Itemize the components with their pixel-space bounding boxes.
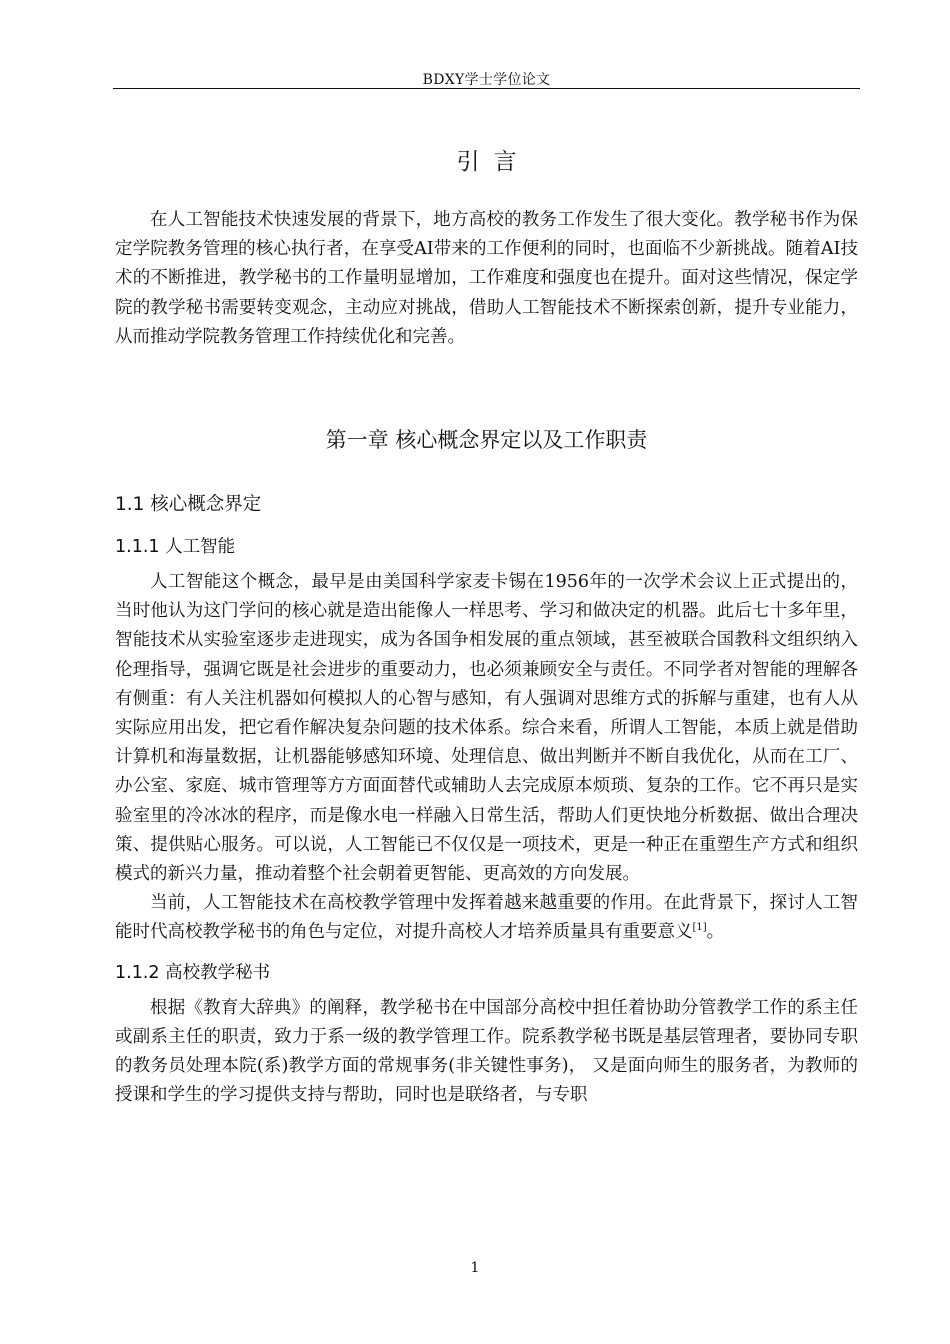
ai-paragraph-2-text: 当前，人工智能技术在高校教学管理中发挥着越来越重要的作用。在此背景下，探讨人工智能时代高校教学秘书的角色与定位，对提升高校人才培养质量具有重要意义 <box>115 893 858 943</box>
chapter-title: 第一章 核心概念界定以及工作职责 <box>325 428 648 453</box>
subsection-title-1-1-2: 1.1.2 高校教学秘书 <box>115 962 271 983</box>
running-header: BDXY学士学位论文 <box>422 72 551 88</box>
section-title-1-1: 1.1 核心概念界定 <box>115 494 262 516</box>
ai-paragraph-2-end: 。 <box>706 922 725 943</box>
header-rule <box>113 88 860 89</box>
intro-title: 引言 <box>456 149 531 175</box>
ai-paragraph-1: 人工智能这个概念，最早是由美国科学家麦卡锡在1956年的一次学术会议上正式提出的，当时他认为这门学问的核心就是造出能像人一样思考、学习和做决定的机器。此后七十多年里，智能技术从实验室逐步走进现实，成为各国争相发展的重点领域，甚至被联合国教科文组织纳入伦理指导，强调它既是社会进步的重要动力，也必须兼顾安全与责任。不同学者对智能的理解各有侧重：有人关注机器如何模拟人的心智与感知，有人强调对思维方式的拆解与重建，也有人从实际应用出发，把它看作解决复杂问题的技术体系。综合来看，所谓人工智能，本质上就是借助计算机和海量数据，让机器能够感知环境、处理信息、做出判断并不断自我优化，从而在工厂、办公室、家庭、城市管理等方方面面替代或辅助人去完成原本烦琐、复杂的工作。它不再只是实验室里的冷冰冰的程序，而是像水电一样融入日常生活，帮助人们更快地分析数据、做出合理决策、提供贴心服务。可以说，人工智能已不仅仅是一项技术，更是一种正在重塑生产方式和组织模式的新兴力量，推动着整个社会朝着更智能、更高效的方向发展。 <box>115 572 858 885</box>
intro-paragraph: 在人工智能技术快速发展的背景下，地方高校的教务工作发生了很大变化。教学秘书作为保定学院教务管理的核心执行者，在享受AI带来的工作便利的同时，也面临不少新挑战。随着AI技术的不断推进，教学秘书的工作量明显增加，工作难度和强度也在提升。面对这些情况，保定学院的教学秘书需要转变观念，主动应对挑战，借助人工智能技术不断探索创新，提升专业能力，从而推动学院教务管理工作持续优化和完善。 <box>115 210 858 347</box>
citation-marker: [1] <box>692 922 707 934</box>
subsection-title-1-1-1: 1.1.1 人工智能 <box>115 537 236 558</box>
secretary-paragraph: 根据《教育大辞典》的阐释，教学秘书在中国部分高校中担任着协助分管教学工作的系主任或副系主任的职责，致力于系一级的教学管理工作。院系教学秘书既是基层管理者，要协同专职的教务员处理本院(系)教学方面的常规事务(非关键性事务)， 又是面向师生的服务者，为教师的授课和学生的学习提供支持与帮助，同时也是联络者，与专职 <box>115 997 858 1106</box>
page-content <box>115 140 858 1110</box>
page-number: 1 <box>470 1260 480 1276</box>
ai-paragraph-2 <box>115 889 858 947</box>
